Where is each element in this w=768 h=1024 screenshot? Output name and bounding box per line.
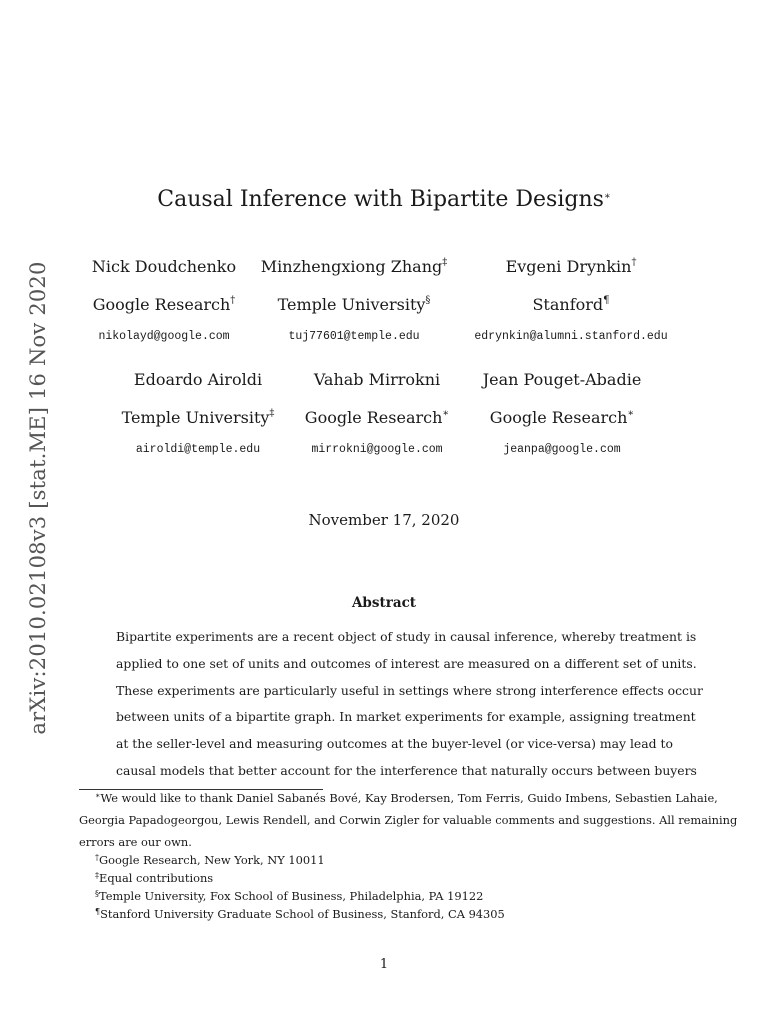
- author-name: Evgeni Drynkin†: [505, 257, 637, 276]
- author-affiliation: Google Research∗: [304, 408, 450, 427]
- footnote: errors are our own.: [79, 835, 192, 849]
- footnote-mark: ¶: [95, 907, 101, 916]
- arxiv-stamp-text: arXiv:2010.02108v3 [stat.ME] 16 Nov 2020: [26, 261, 50, 735]
- footnote: ‡Equal contributions: [95, 871, 214, 885]
- abstract-line: causal models that better account for the interference that naturally occurs between buyers: [116, 763, 697, 778]
- abstract-line: between units of a bipartite graph. In market experiments for example, assigning treatment: [116, 709, 696, 724]
- footnote: Georgia Papadogeorgou, Lewis Rendell, and Corwin Zigler for valuable comments and suggestions. All remaining: [79, 813, 738, 827]
- author-name: Edoardo Airoldi: [133, 370, 263, 389]
- author-affiliation: Stanford¶: [532, 295, 610, 314]
- author-email[interactable]: airoldi@temple.edu: [135, 443, 261, 456]
- author-affiliation: Google Research∗: [489, 408, 635, 427]
- footnote: †Google Research, New York, NY 10011: [95, 853, 325, 867]
- footnote: ∗We would like to thank Daniel Sabanés Bové, Kay Brodersen, Tom Ferris, Guido Imbens, Sebastien Lahaie,: [95, 791, 718, 805]
- abstract-line: Bipartite experiments are a recent object of study in causal inference, whereby treatment is: [116, 629, 697, 644]
- abstract-line: at the seller-level and measuring outcomes at the buyer-level (or vice-versa) may lead to: [116, 736, 673, 751]
- author-email[interactable]: mirrokni@google.com: [311, 443, 443, 456]
- footnote-mark: †: [95, 853, 99, 862]
- author-email[interactable]: tuj77601@temple.edu: [288, 330, 420, 343]
- abstract-line: applied to one set of units and outcomes of interest are measured on a different set of units.: [116, 656, 697, 671]
- author-block: [461, 253, 681, 345]
- author-block: [244, 253, 464, 345]
- footnote-mark: ‡: [95, 871, 99, 880]
- author-name: Vahab Mirrokni: [313, 370, 441, 389]
- abstract-line: These experiments are particularly useful in settings where strong interference effects occur: [116, 683, 703, 698]
- author-email[interactable]: jeanpa@google.com: [503, 443, 621, 456]
- paper-date: November 17, 2020: [308, 511, 460, 529]
- author-name: Jean Pouget-Abadie: [482, 370, 642, 389]
- author-affiliation: Temple University‡: [121, 408, 275, 427]
- paper-title: [0, 187, 768, 212]
- paper-title-text: Causal Inference with Bipartite Designs: [157, 187, 604, 212]
- author-block: [54, 253, 274, 345]
- abstract-heading: Abstract: [351, 595, 417, 611]
- footnote-rule: [79, 789, 323, 790]
- author-name: Nick Doudchenko: [91, 257, 237, 276]
- author-email[interactable]: edrynkin@alumni.stanford.edu: [474, 330, 668, 343]
- author-affiliation: Google Research†: [92, 295, 236, 314]
- footnote: ¶Stanford University Graduate School of Business, Stanford, CA 94305: [95, 907, 505, 921]
- footnote: §Temple University, Fox School of Business, Philadelphia, PA 19122: [95, 889, 484, 903]
- author-name: Minzhengxiong Zhang‡: [260, 257, 448, 276]
- footnote-mark: ∗: [95, 791, 101, 800]
- author-affiliation: Temple University§: [277, 295, 431, 314]
- author-email[interactable]: nikolayd@google.com: [98, 330, 230, 343]
- footnote-mark: §: [95, 889, 99, 898]
- author-block: [452, 366, 672, 458]
- title-footnote-mark: ∗: [603, 191, 611, 202]
- page-number: 1: [379, 957, 389, 972]
